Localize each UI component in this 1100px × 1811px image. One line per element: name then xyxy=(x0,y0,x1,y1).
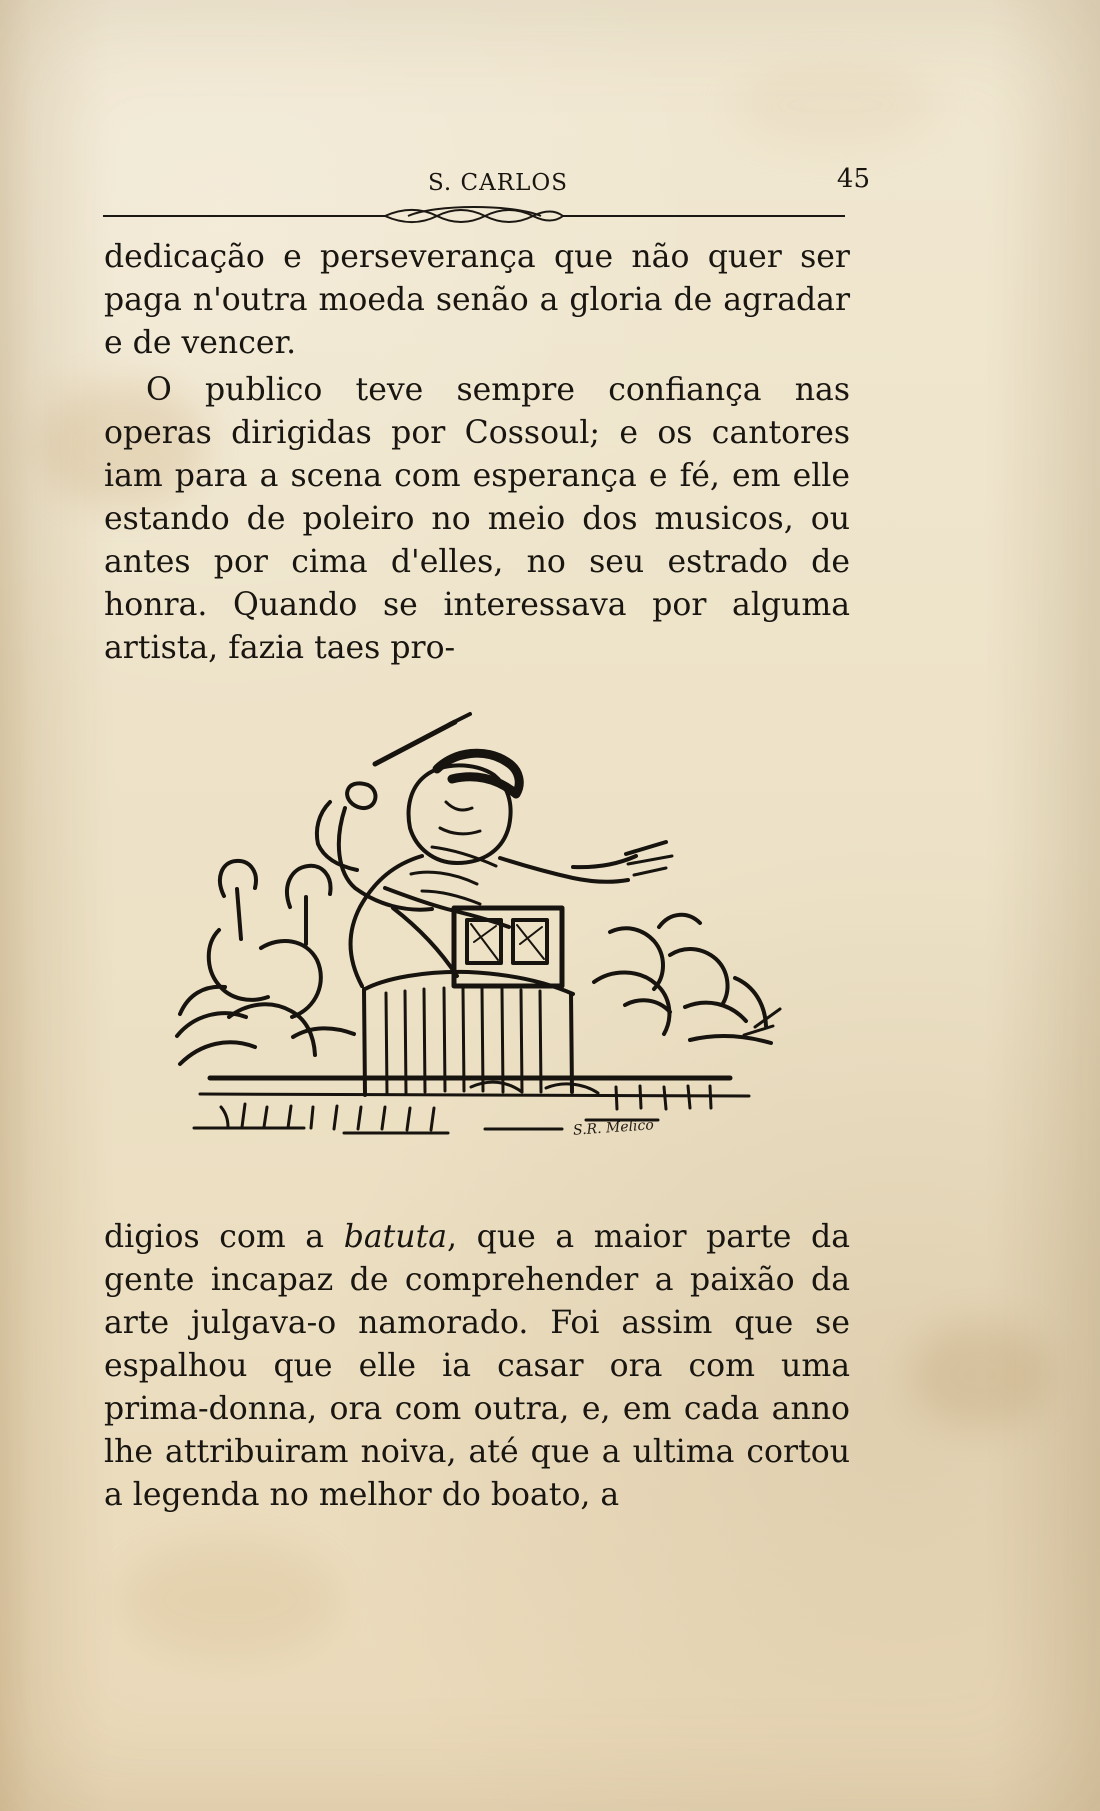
illustration-signature: S.R. Melico xyxy=(572,1117,655,1139)
top-text-block xyxy=(104,236,850,670)
running-title: S. CARLOS xyxy=(428,170,568,196)
paper-stain xyxy=(730,60,940,150)
bottom-text-rest: , que a maior parte da gente incapaz de comprehender a paixão da arte julgava-o namorado. Foi assim que se espalhou que elle ia casar ora com uma prima-donna, ora com outra, e, em cada anno lhe attribuiram noiva, até que a ultima cortou a legenda no melhor do boato, a xyxy=(104,1219,850,1513)
paper-stain xyxy=(910,1320,1050,1430)
page-number: 45 xyxy=(836,164,870,194)
paragraph-1: dedicação e perseverança que não quer ser paga n'outra moeda senão a gloria de agradar e de vencer. xyxy=(104,239,850,361)
italic-word: batuta xyxy=(343,1219,448,1255)
paper-stain xyxy=(120,1540,340,1660)
bottom-text-start: digios com a xyxy=(104,1219,344,1255)
bottom-text-block xyxy=(104,1216,850,1517)
paragraph-2: O publico teve sempre confiança nas operas dirigidas por Cossoul; e os cantores iam para a scena com esperança e fé, em elle estando de poleiro no meio dos musicos, ou antes por cima d'elles, no seu estrado de honra. Quando se interessava por alguma artista, fazia taes pro- xyxy=(104,372,850,666)
conductor-illustration xyxy=(170,682,810,1152)
ornamental-rule xyxy=(103,204,845,228)
